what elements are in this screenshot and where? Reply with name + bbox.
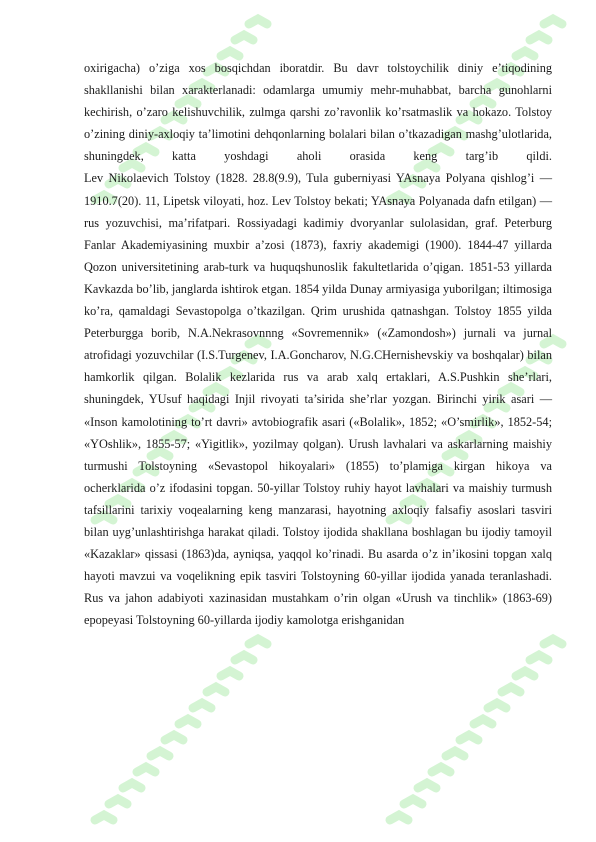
watermark-chevron xyxy=(390,815,408,820)
body-paragraph: oxirigacha) o’ziga xos bosqichdan iboratdir. Bu davr tolstoychilik diniy e’tiqodining shakllanishi bilan xarakterlanadi: odamlarga umumiy mehr-muhabbat, barcha gunohlarni kechirish, o’zaro kelishuvchilik, zulmga qarshi zo’ravonlik ko’rsatmaslik va hokazo. Tolstoy o’zining diniy-axloqiy ta’limotini dehqonlarning bolalari bilan o’tkazadigan mashg’ulotlarida, shuningdek, katta yoshdagi aholi orasida keng targ’ib qildi. xyxy=(84,61,552,164)
watermark-chevron xyxy=(193,703,211,708)
watermark-chevron xyxy=(207,687,225,692)
watermark-chevron xyxy=(432,767,450,772)
watermark-chevron xyxy=(249,639,267,644)
watermark-chevron xyxy=(530,35,548,40)
watermark-chevron xyxy=(516,671,534,676)
watermark-chevron xyxy=(235,35,253,40)
watermark-chevron xyxy=(530,655,548,660)
document-body xyxy=(84,57,552,631)
watermark-chevron xyxy=(221,51,239,56)
watermark-chevron xyxy=(165,735,183,740)
watermark-chevron xyxy=(151,751,169,756)
watermark-chevron xyxy=(95,815,113,820)
watermark-chevron xyxy=(137,767,155,772)
watermark-chevron xyxy=(404,799,422,804)
watermark-chevron xyxy=(544,639,562,644)
watermark-chevron xyxy=(474,719,492,724)
watermark-chevron xyxy=(249,19,267,24)
watermark-chevron xyxy=(516,51,534,56)
watermark-chevron xyxy=(179,719,197,724)
watermark-chevron xyxy=(123,783,141,788)
watermark-chevron xyxy=(460,735,478,740)
watermark-chevron xyxy=(488,703,506,708)
watermark-chevron xyxy=(446,751,464,756)
watermark-chevron xyxy=(418,783,436,788)
watermark-chevron xyxy=(221,671,239,676)
watermark-chevron xyxy=(502,687,520,692)
body-paragraph: Lev Nikolaevich Tolstoy (1828. 28.8(9.9), Tula guberniyasi YAsnaya Polyana qishlog’i — 1910.7(20). 11, Lipetsk viloyati, hoz. Lev Tolstoy bekati; YAsnaya Polyanada dafn etilgan) — rus yozuvchisi, ma’rifatpari. Rossiyadagi kadimiy dvoryanlar sulolasidan, graf. Peterburg Fanlar Akademiyasining muxbir a’zosi (1873), faxriy akademigi (1900). 1844-47 yillarda Qozon universitetining arab-turk va huquqshunoslik fakultetlarida o’qigan. 1851-53 yillarda Kavkazda bo’lib, janglarda ishtirok etgan. 1854 yilda Dunay armiyasiga yuborilgan; iltimosiga ko’ra, qamaldagi Sevastopolga o’tkazilgan. Qrim urushida qatnashgan. Tolstoy 1855 yilda Peterburgga borib, N.A.Nekrasovnnng «Sovremennik» («Zamondosh») jurnali va jurnal atrofidagi yozuvchilar (I.S.Turgenev, I.A.Goncharov, N.G.CHernishevskiy va boshqalar) bilan hamkorlik qilgan. Bolalik kezlarida rus va arab xalq ertaklari, A.S.Pushkin she’rlari, shuningdek, YUsuf haqidagi Injil rivoyati ta’sirida she’rlar yozgan. Birinchi yirik asari — «Inson kamolotining to’rt davri» avtobiografik asari («Bolalik», 1852; «O’smirlik», 1852-54; «YOshlik», 1855-57; «Yigitlik», yozilmay qolgan). Urush lavhalari va askarlarning maishiy turmushi Tolstoyning «Sevastopol hikoyalari» (1855) to’plamiga kirgan hikoya va ocherklarida o’z ifodasini topgan. 50-yillar Tolstoy ruhiy hayot lavhalari va maishiy turmush tafsillarini tarixiy voqealarning keng manzarasi, hayotning axloqiy falsafiy asoslari tasviri bilan uyg’unlashtirishga harakat qiladi. Tolstoy ijodida shakllana boshlagan bu ijodiy tamoyil «Kazaklar» qissasi (1863)da, ayniqsa, yaqqol ko’rinadi. Bu asarda o’z in’ikosini topgan xalq hayoti mavzui va voqelikning epik tasviri Tolstoyning 60-yillar ijodida yanada teranlashadi. Rus va jahon adabiyoti xazinasidan mustahkam o’rin olgan «Urush va tinchlik» (1863-69) epopeyasi Tolstoyning 60-yillarda ijodiy kamolotga erishganidan xyxy=(84,171,552,628)
watermark-chevron xyxy=(235,655,253,660)
watermark-chevron xyxy=(544,19,562,24)
watermark-chevron xyxy=(109,799,127,804)
